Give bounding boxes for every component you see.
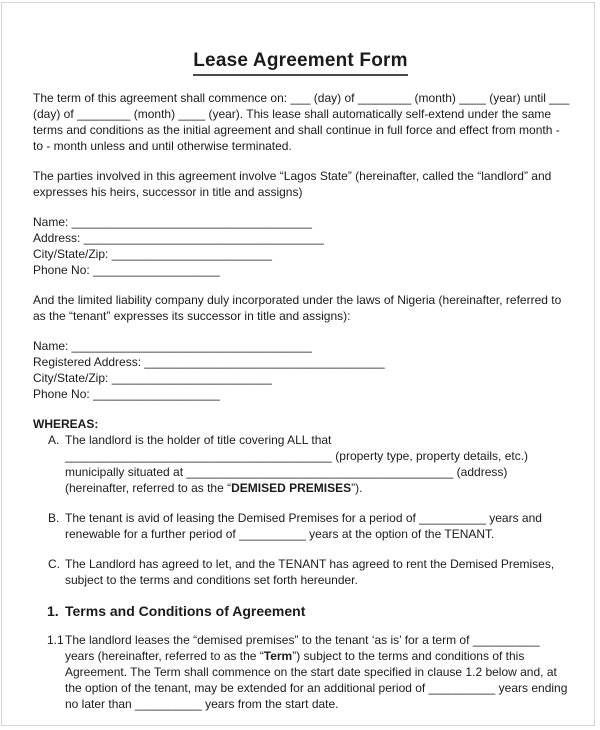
tenant-intro-paragraph [33, 292, 568, 324]
term-keyword: Term [263, 649, 293, 663]
document-content [2, 3, 594, 712]
text-line: (day) of ________ (month) ____ (year). This lease shall automatically self-extend under the same [33, 107, 552, 121]
text-line: And the limited liability company duly incorporated under the laws of Nigeria (hereinafter, referred to [33, 293, 562, 307]
text-line: the option of the tenant, may be extended for an additional period of __________ years ending [65, 681, 568, 695]
landlord-address-field: Address: ____________________________________ [33, 231, 324, 245]
text-line [65, 648, 568, 664]
text-run: ”). [351, 481, 363, 495]
title-wrap [33, 49, 568, 76]
whereas-item-c [33, 556, 568, 588]
tenant-name-field: Name: ____________________________________ [33, 339, 312, 353]
whereas-item-b [33, 510, 568, 542]
text-run: (hereinafter, referred to as the “ [65, 481, 232, 495]
text-run: years (hereinafter, referred to as the “ [65, 649, 264, 663]
text-line: terms and conditions as the initial agreement and shall continue in full force and effect from month - [33, 123, 560, 137]
landlord-phone-field: Phone No: ___________________ [33, 263, 220, 277]
landlord-name-field: Name: ____________________________________ [33, 215, 312, 229]
whereas-heading: WHEREAS: [33, 417, 99, 431]
text-line: ________________________________________ (property type, property details, etc.) [65, 449, 529, 463]
text-line: The Landlord has agreed to let, and the TENANT has agreed to rent the Demised Premises, [65, 557, 555, 571]
parties-paragraph [33, 168, 568, 200]
list-marker: B. [48, 511, 60, 525]
text-line: renewable for a further period of __________ years at the option of the TENANT. [65, 527, 495, 541]
text-line: as the “tenant” expresses its successor in title and assigns): [33, 309, 351, 323]
item-lines [65, 632, 568, 712]
text-line: The landlord leases the “demised premises” to the tenant ‘as is’ for a term of __________ [65, 633, 540, 647]
text-line: expresses his heirs, successor in title and assigns) [33, 185, 303, 199]
tenant-phone-field: Phone No: ___________________ [33, 387, 220, 401]
whereas-item-a [33, 432, 568, 496]
document-page [1, 2, 595, 726]
section-marker: 1. [47, 603, 59, 619]
tenant-registered-address-field: Registered Address: ____________________________________ [33, 355, 385, 369]
tenant-city-state-zip-field: City/State/Zip: ________________________ [33, 371, 272, 385]
text-run: ”) subject to the terms and conditions of this [292, 649, 525, 663]
demised-premises-term: DEMISED PREMISES [231, 481, 352, 495]
item-lines [65, 432, 568, 496]
text-line: Agreement. The Term shall commence on the start date specified in clause 1.2 below and, at [65, 665, 557, 679]
text-line: The parties involved in this agreement involve “Lagos State” (hereinafter, called the “landlord” and [33, 169, 552, 183]
list-marker: A. [48, 433, 60, 447]
section-1-heading [33, 602, 568, 620]
text-line: The term of this agreement shall commence on: ___ (day) of ________ (month) ____ (year) until ___ [33, 91, 570, 105]
text-line: The tenant is avid of leasing the Demised Premises for a period of __________ years and [65, 511, 542, 525]
list-marker: C. [48, 557, 60, 571]
section-heading-label: Terms and Conditions of Agreement [65, 603, 306, 619]
landlord-city-state-zip-field: City/State/Zip: ________________________ [33, 247, 272, 261]
text-line: municipally situated at ________________________________________ (address) [65, 465, 508, 479]
page-title: Lease Agreement Form [193, 49, 407, 76]
clause-marker: 1.1 [47, 633, 64, 647]
text-line: to - month unless and until otherwise terminated. [33, 139, 292, 153]
tenant-fields [33, 338, 568, 402]
item-lines [65, 556, 568, 588]
text-line: no later than __________ years from the start date. [65, 697, 339, 711]
text-line: subject to the terms and conditions set forth hereunder. [65, 573, 358, 587]
landlord-fields [33, 214, 568, 278]
text-line [65, 480, 568, 496]
intro-paragraph [33, 90, 568, 154]
text-line: The landlord is the holder of title covering ALL that [65, 433, 332, 447]
clause-1-1 [33, 632, 568, 712]
item-lines [65, 510, 568, 542]
